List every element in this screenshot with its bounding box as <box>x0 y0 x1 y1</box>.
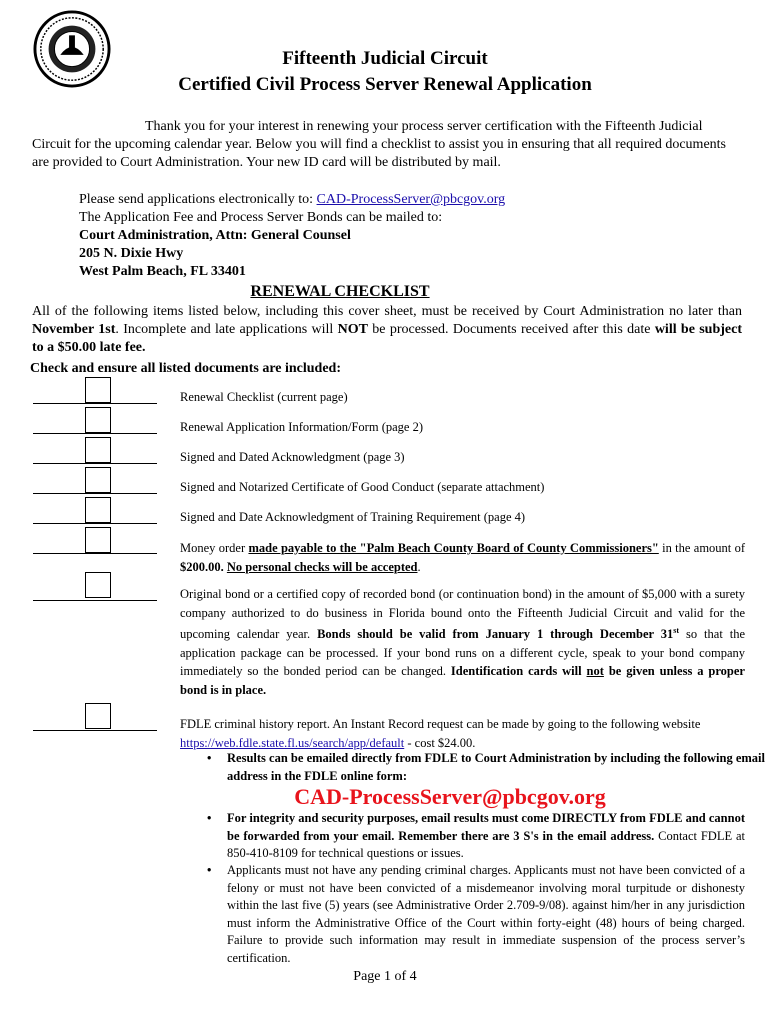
bond-validity: Bonds should be valid from January 1 through December 31 <box>317 627 674 642</box>
deadline-text-c: be processed. Documents received after this date <box>367 322 655 337</box>
send-prefix: Please send applications electronically to: <box>79 192 317 207</box>
checkbox-fdle[interactable] <box>85 703 111 729</box>
fdle-bullet-1 <box>207 750 765 785</box>
doc-title-line1: Fifteenth Judicial Circuit <box>282 48 488 69</box>
deadline-text-b: . Incomplete and late applications will <box>115 322 338 337</box>
money-amount: $200.00. <box>180 559 224 574</box>
email-link[interactable]: CAD-ProcessServer@pbcgov.org <box>316 192 506 207</box>
deadline-date: November 1st <box>32 322 116 337</box>
fdle-email-large: CAD-ProcessServer@pbcgov.org <box>294 784 606 809</box>
bond-text-c: so that the application package can be processed. If your bond runs on a different cycle, speak to your bond company immediately so the bonded period can be changed. <box>180 627 745 679</box>
address-line3: West Palm Beach, FL 33401 <box>79 264 246 279</box>
checklist-item-1: Renewal Checklist (current page) <box>180 390 348 404</box>
doc-title-line2: Certified Civil Process Server Renewal Application <box>178 74 592 95</box>
payee-text: made payable to the "Palm Beach County Board of County Commissioners" <box>248 541 659 555</box>
checkbox-item-5[interactable] <box>85 497 111 523</box>
money-order-item: Money order made payable to the "Palm Beach County Board of County Commissioners" in the amount of $200.00. No personal checks will be accepted. <box>180 541 746 574</box>
checklist-item-3: Signed and Dated Acknowledgment (page 3) <box>180 450 405 464</box>
checklist-line <box>33 493 157 494</box>
checklist-item-4: Signed and Notarized Certificate of Good Conduct (separate attachment) <box>180 480 545 494</box>
fdle-item <box>180 715 745 752</box>
intro-paragraph: Thank you for your interest in renewing your process server certification with the Fifteenth Judicial Circuit for the upcoming calendar year. Below you will find a checklist to assist you in ensuring that all required documents are provided to Court Administration. Your new ID card will be distributed by mail. <box>32 119 726 170</box>
late-fee-text: will be subject to a $50.00 late fee. <box>32 322 743 355</box>
bond-validity-sup: st <box>673 626 680 635</box>
checklist-heading: RENEWAL CHECKLIST <box>250 283 430 300</box>
money-text-c: in the amount of <box>658 541 746 555</box>
mail-line: The Application Fee and Process Server Bonds can be mailed to: <box>79 210 443 225</box>
deadline-text-a: All of the following items listed below, including this cover sheet, must be received by Court Administration no later than <box>32 304 742 319</box>
bullet-icon: • <box>207 863 212 877</box>
send-line <box>79 191 739 209</box>
fdle-bullet-3 <box>207 862 745 967</box>
checklist-item-2: Renewal Application Information/Form (page 2) <box>180 420 423 434</box>
checklist-line <box>33 433 157 434</box>
id-card-not: not <box>586 664 604 679</box>
checkbox-bond[interactable] <box>85 572 111 598</box>
bullet-icon: • <box>207 811 212 825</box>
address-line1: Court Administration, Attn: General Counsel <box>79 228 351 243</box>
checklist-line <box>33 730 157 731</box>
checklist-line <box>33 553 157 554</box>
fdle-bullet-2-bold: For integrity and security purposes, email results must come DIRECTLY from FDLE and cannot be forwarded from your email. Remember there are 3 S's in the email address. <box>227 811 745 843</box>
id-card-text: Identification cards will <box>450 664 587 679</box>
ensure-heading: Check and ensure all listed documents are included: <box>30 361 342 376</box>
no-checks-text: No personal checks will be accepted <box>226 559 418 574</box>
bond-text-a: Original bond or a certified copy of recorded bond (or continuation bond) in the amount of $5,000 with a surety company authorized to do business in Florida bound onto the Fifteenth Judicial Circuit and valid for the upcoming calendar year. <box>180 587 745 642</box>
checklist-line <box>33 523 157 524</box>
address-line2: 205 N. Dixie Hwy <box>79 246 184 261</box>
checkbox-item-4[interactable] <box>85 467 111 493</box>
bullet-icon: • <box>207 751 212 765</box>
fdle-bullet-2-contact: Contact FDLE at 850-410-8109 for technical questions or issues. <box>227 828 745 860</box>
checkbox-item-3[interactable] <box>85 437 111 463</box>
fdle-bullet-3-text: Applicants must not have any pending criminal charges. Applicants must not have been convicted of a felony or must not have been convicted of a misdemeanor involving moral turpitude or dishonesty within the last five (5) years (see Administrative Order 2.709-9/08). against him/her in any jurisdiction must inform the Administrative Office of the Court within forty-eight (48) hours of being charged. Failure to provide such information may result in immediate suspension of the process server’s certification. <box>227 863 745 965</box>
money-text-a: Money order <box>180 541 249 555</box>
id-card-text-end: be given unless a proper bond is in place. <box>180 664 745 697</box>
checklist-line <box>33 600 157 601</box>
fdle-text-b: - cost $24.00. <box>404 735 476 750</box>
checklist-item-5: Signed and Date Acknowledgment of Training Requirement (page 4) <box>180 510 526 524</box>
deadline-not: NOT <box>337 322 368 337</box>
page-number: Page 1 of 4 <box>353 969 417 984</box>
checkbox-item-1[interactable] <box>85 377 111 403</box>
checklist-line <box>33 463 157 464</box>
fdle-website-link[interactable]: https://web.fdle.state.fl.us/search/app/default <box>180 735 405 750</box>
fdle-text-a: FDLE criminal history report. An Instant Record request can be made by going to the following website <box>180 717 701 731</box>
fdle-bullet-1-text: Results can be emailed directly from FDLE to Court Administration by including the following email address in the FDLE online form: <box>227 751 765 783</box>
checkbox-money-order[interactable] <box>85 527 111 553</box>
deadline-paragraph <box>32 303 742 357</box>
checkbox-item-2[interactable] <box>85 407 111 433</box>
bond-item <box>180 585 745 699</box>
fdle-bullet-2 <box>207 810 745 863</box>
checklist-line <box>33 403 157 404</box>
